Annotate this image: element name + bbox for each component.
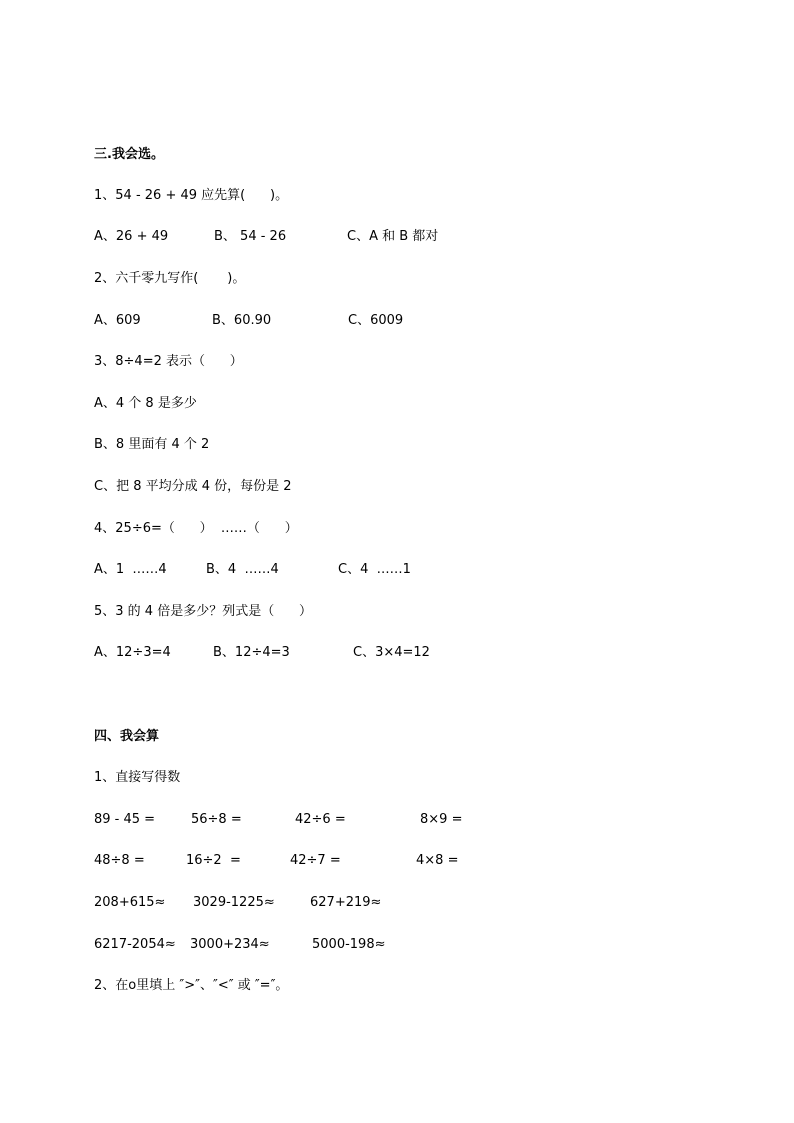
q3-option-c: C、把 8 平均分成 4 份，每份是 2 [94, 479, 292, 494]
q5-option-c: C、3×4=12 [353, 645, 430, 660]
section4-sub2: 2、在o里填上 ″>″、″<″ 或 ″=″。 [94, 978, 289, 993]
section4-title: 四、我会算 [94, 729, 160, 744]
q3-option-b: B、8 里面有 4 个 2 [94, 437, 210, 452]
calc-row3-item2: 3029-1225≈ [193, 895, 275, 910]
question-4-stem: 4、25÷6=（ ） ……（ ） [94, 521, 298, 536]
calc-row4-item2: 3000+234≈ [190, 937, 270, 952]
q4-option-b: B、4 ……4 [206, 562, 279, 577]
q1-option-c: C、A 和 B 都对 [347, 229, 439, 244]
calc-row4-item3: 5000-198≈ [312, 937, 386, 952]
calc-row2-item1: 48÷8 = [94, 853, 145, 868]
q1-option-a: A、26 + 49 [94, 229, 169, 244]
calc-row2-item4: 4×8 = [416, 853, 459, 868]
q2-option-b: B、60.90 [212, 313, 272, 328]
section3-title: 三.我会选。 [94, 147, 164, 162]
question-1-stem: 1、54 - 26 + 49 应先算( )。 [94, 188, 289, 203]
q3-option-a: A、4 个 8 是多少 [94, 396, 197, 411]
calc-row3-item1: 208+615≈ [94, 895, 166, 910]
calc-row2-item3: 42÷7 = [290, 853, 341, 868]
q2-option-c: C、6009 [348, 313, 404, 328]
calc-row1-item4: 8×9 = [420, 812, 463, 827]
question-5-stem: 5、3 的 4 倍是多少？列式是（ ） [94, 604, 313, 619]
q1-option-b: B、 54 - 26 [214, 229, 287, 244]
calc-row2-item2: 16÷2 = [186, 853, 241, 868]
question-3-stem: 3、8÷4=2 表示（ ） [94, 354, 243, 369]
q4-option-c: C、4 ……1 [338, 562, 411, 577]
q2-option-a: A、609 [94, 313, 141, 328]
section4-sub1: 1、直接写得数 [94, 770, 181, 785]
calc-row1-item2: 56÷8 = [191, 812, 242, 827]
calc-row4-item1: 6217-2054≈ [94, 937, 176, 952]
calc-row1-item3: 42÷6 = [295, 812, 346, 827]
question-2-stem: 2、六千零九写作( )。 [94, 271, 246, 286]
calc-row3-item3: 627+219≈ [310, 895, 382, 910]
q5-option-b: B、12÷4=3 [213, 645, 290, 660]
q5-option-a: A、12÷3=4 [94, 645, 171, 660]
calc-row1-item1: 89 - 45 = [94, 812, 156, 827]
q4-option-a: A、1 ……4 [94, 562, 167, 577]
